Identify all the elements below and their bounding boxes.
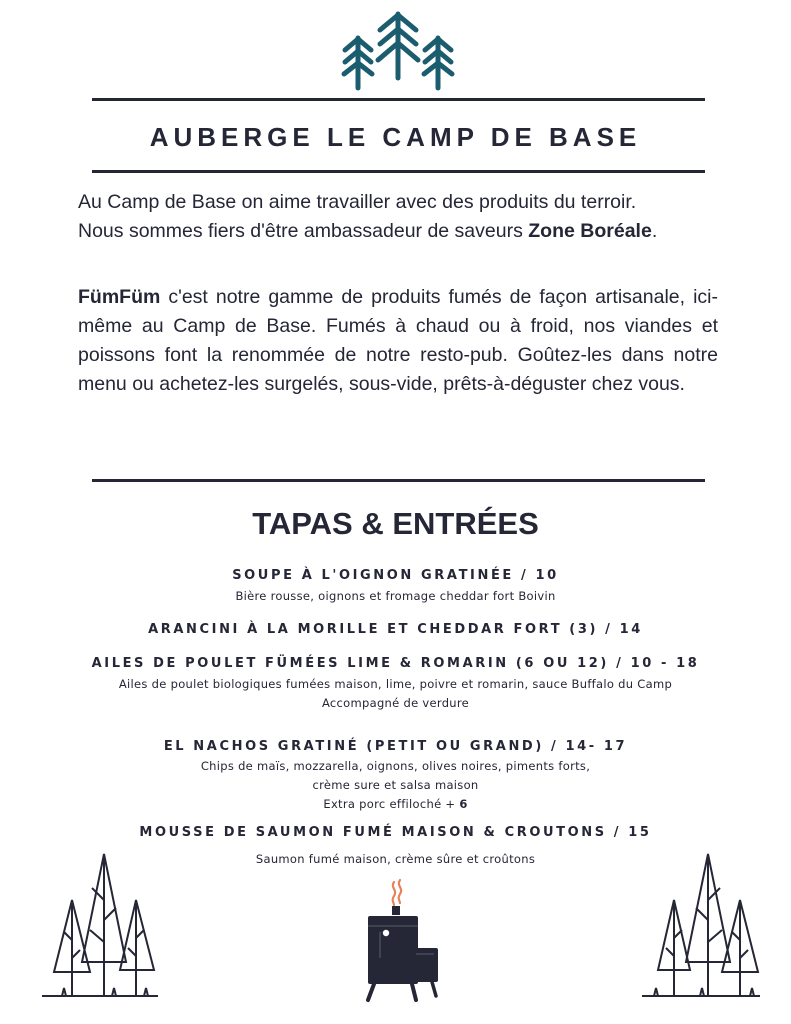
menu-item-description: crème sure et salsa maison xyxy=(312,778,479,792)
menu-item-extra xyxy=(0,795,791,814)
menu-item-name: AILES DE POULET FÜMÉES LIME & ROMARIN (6 OU 12) / 10 - 18 xyxy=(91,656,700,671)
menu-item-description: Saumon fumé maison, crème sûre et croûtons xyxy=(255,852,536,866)
intro-line-2-text: Nous sommes fiers d'être ambassadeur de saveurs xyxy=(78,220,529,242)
section-title: TAPAS & ENTRÉES xyxy=(252,506,539,541)
menu-item-description: Chips de maïs, mozzarella, oignons, olives noires, piments forts, xyxy=(200,759,591,773)
outline-pine-trees-icon xyxy=(640,850,762,1000)
outline-pine-trees-icon xyxy=(38,850,160,1000)
menu-item-description: Accompagné de verdure xyxy=(321,696,470,710)
fumfum-brand-text: FümFüm xyxy=(78,286,161,308)
zone-boreale-text: Zone Boréale xyxy=(528,220,652,242)
header-top-rule xyxy=(92,98,705,101)
menu-item-name: ARANCINI À LA MORILLE ET CHEDDAR FORT (3) / 14 xyxy=(148,622,643,637)
fumfum-description: c'est notre gamme de produits fumés de façon artisanale, ici-même au Camp de Base. Fumés à chaud ou à froid, nos viandes et poissons font la renommée de notre resto-pub. Goûtez-les dans notre menu ou achetez-les surgelés, sous-vide, prêts-à-déguster chez vous. xyxy=(78,286,718,395)
smoker-icon xyxy=(360,878,446,1004)
menu-item-name: MOUSSE DE SAUMON FUMÉ MAISON & CROUTONS / 15 xyxy=(139,825,652,840)
intro-paragraph-2 xyxy=(78,283,718,399)
menu-item-description: Ailes de poulet biologiques fumées maison, lime, poivre et romarin, sauce Buffalo du Camp xyxy=(118,677,673,691)
menu-item-name: EL NACHOS GRATINÉ (PETIT OU GRAND) / 14- 17 xyxy=(163,739,628,754)
intro-paragraph-1 xyxy=(78,188,718,246)
intro-line-1: Au Camp de Base on aime travailler avec des produits du terroir. xyxy=(78,191,637,213)
section-rule xyxy=(92,479,705,482)
intro-line-2 xyxy=(78,217,718,246)
menu-item-extra-price: 6 xyxy=(459,797,468,811)
menu-item-name: SOUPE À L'OIGNON GRATINÉE / 10 xyxy=(232,568,559,583)
pine-trees-icon xyxy=(338,10,458,92)
page-title: AUBERGE LE CAMP DE BASE xyxy=(149,122,642,152)
intro-line-2-end: . xyxy=(651,220,658,242)
menu-item-description: Bière rousse, oignons et fromage cheddar fort Boivin xyxy=(235,589,556,603)
header-bottom-rule xyxy=(92,170,705,173)
menu-item-extra-text: Extra porc effiloché + xyxy=(323,797,460,811)
